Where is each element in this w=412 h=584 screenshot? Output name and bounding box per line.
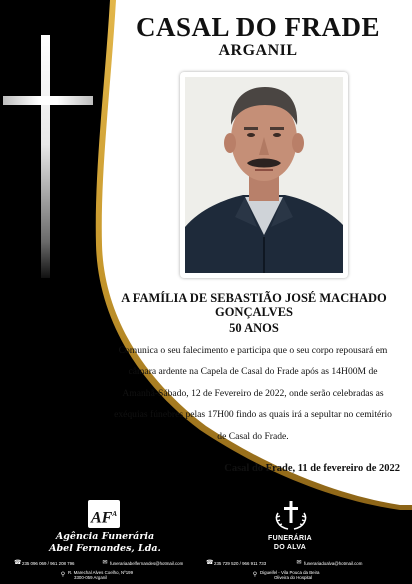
region-subtitle: ARGANIL (218, 42, 298, 59)
phone-icon: ☎ (206, 560, 214, 566)
phone-icon: ☎ (14, 560, 22, 566)
agency-right-address (252, 570, 319, 580)
funeraria-name-line-1: FUNERÁRIA (268, 535, 312, 542)
cross-icon (41, 35, 50, 278)
agency-left-email (102, 560, 183, 566)
email-icon: ✉ (102, 560, 108, 566)
portrait-photo (185, 77, 343, 273)
funeraria-name-line-2: DO ALVA (273, 544, 307, 551)
agency-right-email (296, 560, 362, 566)
email-icon: ✉ (296, 560, 302, 566)
announcement-line: câmara ardente na Capela de Casal do Frade após as 14H00M de (128, 366, 378, 378)
location-icon: ⚲ (60, 572, 66, 578)
agency-logo-text: AF (90, 509, 113, 527)
location-icon: ⚲ (252, 572, 258, 578)
footer (0, 490, 412, 584)
agency-right-address-line-1: Digueifel - Vila Pouca da Beira (260, 570, 320, 575)
announcement-line: exéquias fúnebres pelas 17H00 findo as quais irá a sepultar no cemitério (114, 409, 392, 421)
heading-line-1: A FAMÍLIA DE SEBASTIÃO JOSÉ MACHADO (121, 291, 387, 305)
funeraria-alva-logo-icon (272, 499, 310, 531)
deceased-heading (100, 291, 408, 319)
announcement-text (98, 340, 408, 447)
agency-left-address-line-1: R. Marechal Alves Coelho, Nº199 (68, 570, 134, 575)
agency-left-phone-text: 235 096 069 / 961 208 796 (22, 560, 75, 566)
cross-arm (3, 96, 93, 105)
portrait-frame (180, 72, 348, 278)
agency-name-line-1: Agência Funerária (55, 531, 155, 542)
agency-left-address-line-2: 3300-059 Arganil (74, 575, 108, 580)
agency-name-line-2: Abel Fernandes, Lda. (49, 543, 161, 554)
funeraria-name (250, 534, 330, 552)
agency-name (40, 531, 170, 555)
agency-right-email-text: funerariadoalva@hotmail.com (304, 560, 363, 566)
town-title: CASAL DO FRADE (135, 12, 381, 42)
agency-left-phone (14, 560, 75, 566)
agency-logo (88, 500, 120, 528)
heading-line-2: GONÇALVES (214, 305, 294, 319)
agency-right-phone (206, 560, 266, 566)
agency-logo-suffix: A (112, 510, 117, 518)
place-date: Casal do Frade, 11 de fevereiro de 2022 (224, 463, 400, 474)
announcement-line: Comunica o seu falecimento e participa que o seu corpo repousará em (118, 345, 388, 356)
deceased-age: 50 ANOS (229, 321, 279, 335)
agency-right-phone-text: 235 729 520 / 966 911 733 (214, 560, 267, 566)
portrait-image (185, 77, 343, 273)
agency-left-email-text: funerariaabelfernandes@hotmail.com (110, 560, 184, 566)
announcement-line: Amanhã-Sábado, 12 de Fevereiro de 2022, onde serão celebradas as (122, 387, 384, 399)
announcement-line: de Casal do Frade. (217, 430, 289, 442)
agency-left-address (60, 570, 133, 580)
agency-right-address-line-2: Oliveira do Hospital (274, 575, 313, 580)
